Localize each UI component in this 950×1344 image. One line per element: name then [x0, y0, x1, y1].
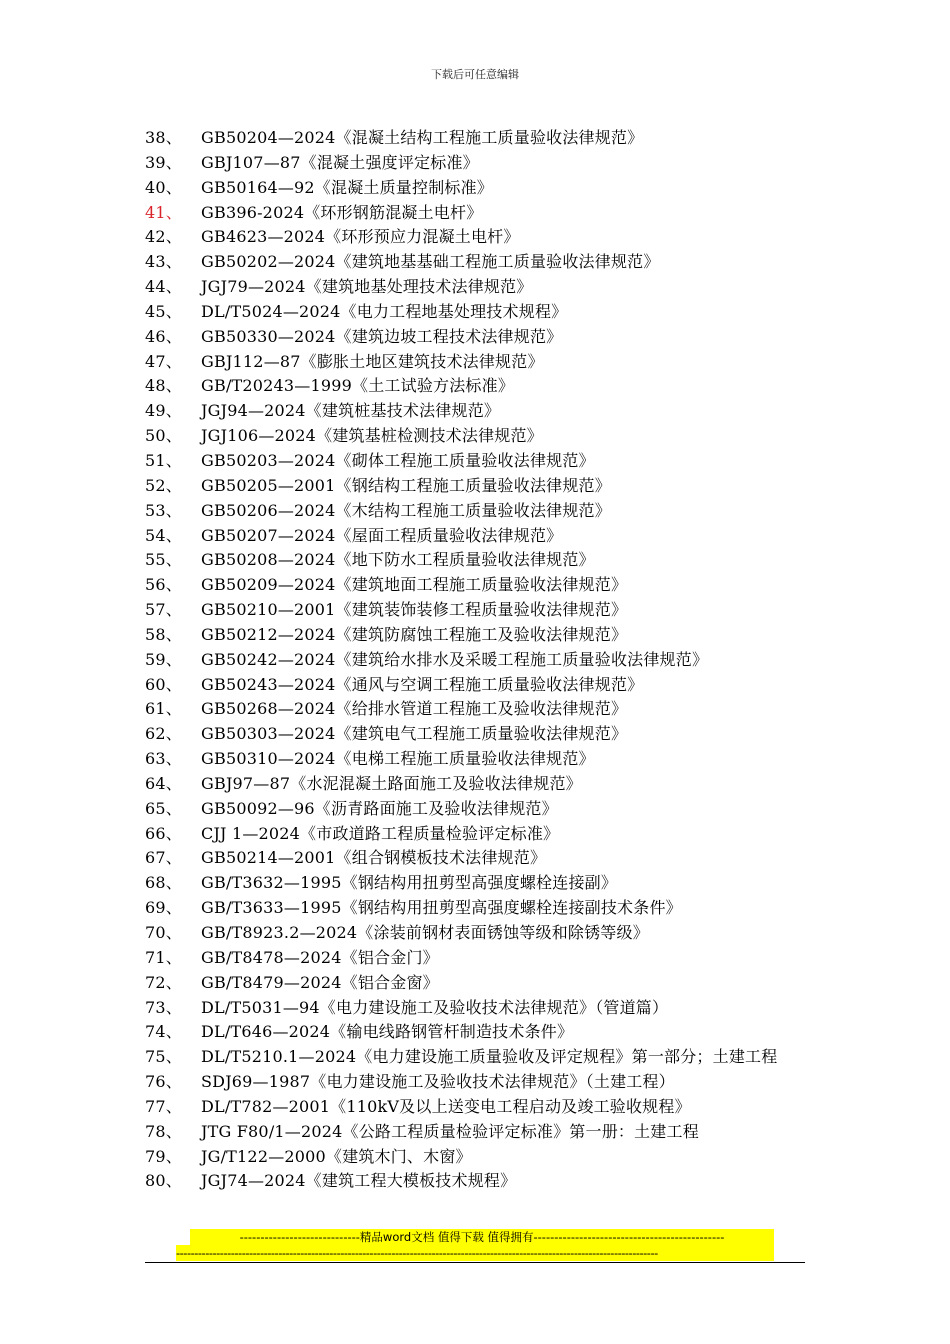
standards-list [145, 126, 810, 1194]
list-item [145, 424, 810, 449]
list-item-number: 44、 [145, 277, 182, 297]
list-item-number: 58、 [145, 624, 182, 644]
list-item-number: 50、 [145, 426, 182, 446]
list-item-number: 52、 [145, 475, 182, 495]
list-item-text: GB/T8479—2024《铝合金窗》 [201, 972, 439, 992]
list-item [145, 896, 810, 921]
list-item-text: DL/T646—2024《输电线路钢管杆制造技术条件》 [201, 1022, 574, 1042]
list-item [145, 946, 810, 971]
list-item-text: GB/T20243—1999《土工试验方法标准》 [201, 376, 515, 396]
list-item [145, 871, 810, 896]
list-item-number: 74、 [145, 1022, 182, 1042]
footer-rule [145, 1262, 805, 1263]
list-item-text: GB50208—2024《地下防水工程质量验收法律规范》 [201, 550, 595, 570]
list-item-text: JGJ94—2024《建筑桩基技术法律规范》 [201, 401, 501, 421]
list-item-text: GB/T8478—2024《铝合金门》 [201, 947, 439, 967]
list-item-number: 60、 [145, 674, 182, 694]
list-item-text: GB50242—2024《建筑给水排水及采暖工程施工质量验收法律规范》 [201, 649, 709, 669]
list-item [145, 374, 810, 399]
list-item [145, 225, 810, 250]
list-item [145, 474, 810, 499]
list-item [145, 1070, 810, 1095]
list-item [145, 797, 810, 822]
list-item-number: 46、 [145, 326, 182, 346]
list-item [145, 697, 810, 722]
list-item [145, 325, 810, 350]
list-item [145, 846, 810, 871]
list-item [145, 1045, 810, 1070]
list-item-number: 48、 [145, 376, 182, 396]
list-item-number: 43、 [145, 252, 182, 272]
list-item [145, 275, 810, 300]
list-item-number: 76、 [145, 1072, 182, 1092]
list-item-number: 51、 [145, 450, 182, 470]
list-item-number: 67、 [145, 848, 182, 868]
list-item-text: GB50206—2024《木结构工程施工质量验收法律规范》 [201, 500, 611, 520]
footer-banner-line-2: ------------------------------------------------------------------------------------------------------------------------------------ [176, 1245, 774, 1261]
list-item [145, 971, 810, 996]
list-item [145, 176, 810, 201]
list-item-number: 55、 [145, 550, 182, 570]
list-item [145, 772, 810, 797]
list-item-text: GBJ112—87《膨胀土地区建筑技术法律规范》 [201, 351, 544, 371]
list-item [145, 548, 810, 573]
list-item [145, 201, 810, 226]
list-item-text: GB50204—2024《混凝土结构工程施工质量验收法律规范》 [201, 128, 644, 147]
list-item-text: GB/T3632—1995《钢结构用扭剪型高强度螺栓连接副》 [201, 873, 618, 893]
list-item-text: GB50212—2024《建筑防腐蚀工程施工及验收法律规范》 [201, 624, 628, 644]
list-item-text: GB50330—2024《建筑边坡工程技术法律规范》 [201, 326, 563, 346]
list-item-text: GB50243—2024《通风与空调工程施工质量验收法律规范》 [201, 674, 644, 694]
list-item-number: 42、 [145, 227, 182, 247]
list-item-number: 68、 [145, 873, 182, 893]
list-item-text: JGJ106—2024《建筑基桩检测技术法律规范》 [201, 426, 543, 446]
list-item-text: DL/T782—2001《110kV及以上送变电工程启动及竣工验收规程》 [201, 1096, 691, 1116]
list-item-number: 38、 [145, 128, 182, 147]
list-item [145, 648, 810, 673]
list-item [145, 822, 810, 847]
list-item-number: 77、 [145, 1096, 182, 1116]
list-item-text: GB50092—96《沥青路面施工及验收法律规范》 [201, 798, 558, 818]
list-item [145, 747, 810, 772]
list-item-number: 41、 [145, 202, 182, 222]
list-item-text: JGJ74—2024《建筑工程大模板技术规程》 [201, 1171, 517, 1191]
list-item-number: 62、 [145, 724, 182, 744]
list-item-text: JTG F80/1—2024《公路工程质量检验评定标准》第一册：土建工程 [201, 1121, 699, 1141]
list-item-number: 56、 [145, 575, 182, 595]
list-item [145, 250, 810, 275]
list-item-text: GB/T3633—1995《钢结构用扭剪型高强度螺栓连接副技术条件》 [201, 898, 682, 918]
list-item-text: DL/T5210.1—2024《电力建设施工质量验收及评定规程》第一部分；土建工程 [201, 1047, 778, 1067]
list-item-number: 73、 [145, 997, 182, 1017]
list-item [145, 921, 810, 946]
list-item-text: GB50203—2024《砌体工程施工质量验收法律规范》 [201, 450, 595, 470]
list-item [145, 623, 810, 648]
list-item-text: GB50209—2024《建筑地面工程施工质量验收法律规范》 [201, 575, 628, 595]
list-item-text: GBJ97—87《水泥混凝土路面施工及验收法律规范》 [201, 773, 582, 793]
list-item-number: 54、 [145, 525, 182, 545]
list-item-number: 57、 [145, 600, 182, 620]
list-item-number: 70、 [145, 923, 182, 942]
list-item-text: DL/T5031—94《电力建设施工及验收技术法律规范》（管道篇） [201, 997, 669, 1017]
list-item-number: 65、 [145, 798, 182, 818]
list-item [145, 449, 810, 474]
list-item-number: 66、 [145, 823, 182, 843]
list-item-text: SDJ69—1987《电力建设施工及验收技术法律规范》（土建工程） [201, 1072, 675, 1092]
footer-banner-line-1: -----------------------------精品word文档 值得下载 值得拥有---------------------------------------------- [190, 1229, 774, 1245]
list-item [145, 300, 810, 325]
list-item-number: 49、 [145, 401, 182, 421]
list-item-number: 72、 [145, 972, 182, 992]
list-item-text: GB50214—2001《组合钢模板技术法律规范》 [201, 848, 547, 868]
list-item [145, 151, 810, 176]
list-item-number: 64、 [145, 773, 182, 793]
list-item-text: JGJ79—2024《建筑地基处理技术法律规范》 [201, 277, 533, 297]
list-item [145, 1120, 810, 1145]
list-item-text: GB50303—2024《建筑电气工程施工质量验收法律规范》 [201, 724, 628, 744]
list-item-number: 80、 [145, 1171, 182, 1191]
list-item-number: 61、 [145, 699, 182, 719]
list-item-number: 71、 [145, 947, 182, 967]
list-item [145, 722, 810, 747]
list-item [145, 1145, 810, 1170]
list-item [145, 573, 810, 598]
list-item-text: GBJ107—87《混凝土强度评定标准》 [201, 152, 479, 172]
list-item-number: 39、 [145, 152, 182, 172]
list-item-number: 75、 [145, 1047, 182, 1067]
list-item-number: 53、 [145, 500, 182, 520]
list-item [145, 996, 810, 1021]
list-item-text: GB50164—92《混凝土质量控制标准》 [201, 177, 493, 197]
list-item-text: GB50268—2024《给排水管道工程施工及验收法律规范》 [201, 699, 628, 719]
list-item-number: 47、 [145, 351, 182, 371]
list-item-text: GB50210—2001《建筑装饰装修工程质量验收法律规范》 [201, 600, 628, 620]
list-item-number: 69、 [145, 898, 182, 918]
list-item [145, 499, 810, 524]
list-item-number: 45、 [145, 301, 182, 321]
list-item-text: GB50202—2024《建筑地基基础工程施工质量验收法律规范》 [201, 252, 660, 272]
list-item-text: GB50310—2024《电梯工程施工质量验收法律规范》 [201, 749, 595, 769]
list-item-number: 79、 [145, 1146, 182, 1166]
page-header-note: 下载后可任意编辑 [431, 68, 519, 81]
list-item-number: 78、 [145, 1121, 182, 1141]
list-item-text: DL/T5024—2024《电力工程地基处理技术规程》 [201, 301, 568, 321]
list-item-number: 59、 [145, 649, 182, 669]
list-item-text: GB50207—2024《屋面工程质量验收法律规范》 [201, 525, 563, 545]
list-item [145, 350, 810, 375]
list-item-number: 63、 [145, 749, 182, 769]
list-item [145, 1169, 810, 1194]
list-item [145, 1020, 810, 1045]
list-item [145, 673, 810, 698]
list-item-text: CJJ 1—2024《市政道路工程质量检验评定标准》 [201, 823, 560, 843]
list-item [145, 524, 810, 549]
list-item-number: 40、 [145, 177, 182, 197]
list-item [145, 1095, 810, 1120]
list-item [145, 126, 810, 151]
footer-banner [176, 1229, 774, 1261]
list-item-text: GB396-2024《环形钢筋混凝土电杆》 [201, 202, 483, 222]
list-item-text: GB50205—2001《钢结构工程施工质量验收法律规范》 [201, 475, 611, 495]
list-item [145, 598, 810, 623]
list-item-text: GB4623—2024《环形预应力混凝土电杆》 [201, 227, 520, 247]
list-item-text: GB/T8923.2—2024《涂装前钢材表面锈蚀等级和除锈等级》 [201, 923, 649, 942]
list-item [145, 399, 810, 424]
list-item-text: JG/T122—2000《建筑木门、木窗》 [201, 1146, 472, 1166]
